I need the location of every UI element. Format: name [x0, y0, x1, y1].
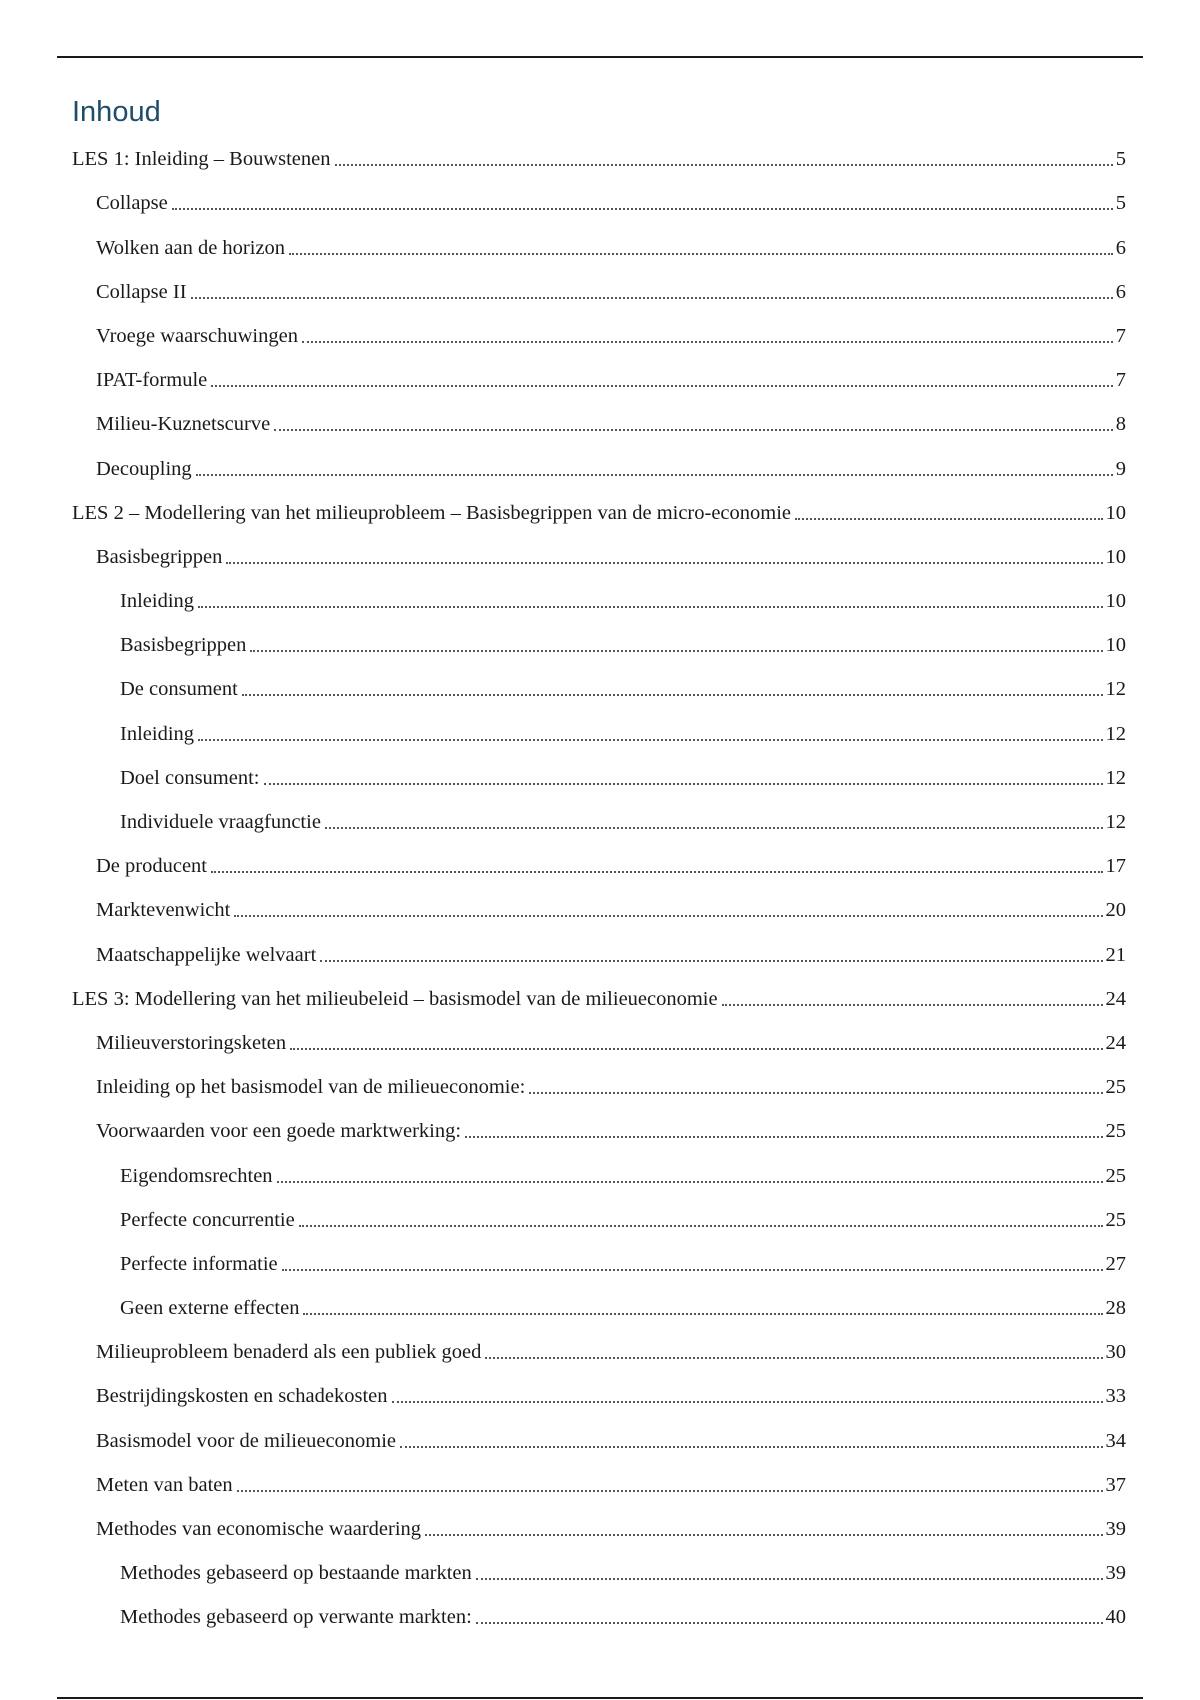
toc-entry-label: Inleiding: [120, 722, 195, 745]
dot-leader: [277, 1181, 1103, 1183]
toc-entry-label: Perfecte concurrentie: [120, 1208, 295, 1231]
toc-entry-label: Basisbegrippen: [96, 545, 223, 568]
toc-entry-page-number: 21: [1105, 943, 1126, 966]
toc-entry-page-number: 5: [1115, 148, 1126, 171]
toc-entry-level-2[interactable]: [0, 533, 1200, 577]
toc-title: Inhoud: [72, 96, 161, 128]
toc-entry-label: Voorwaarden voor een goede marktwerking:: [96, 1120, 462, 1143]
toc-entry-label: Basisbegrippen: [120, 634, 247, 657]
dot-leader: [795, 518, 1102, 520]
toc-entry-label: Perfecte informatie: [120, 1252, 278, 1275]
toc-entry-page-number: 40: [1105, 1606, 1126, 1629]
toc-entry-label: Inleiding op het basismodel van de milieueconomie:: [96, 1076, 526, 1099]
toc-entry-label: Wolken aan de horizon: [96, 236, 286, 259]
toc-entry-label: Decoupling: [96, 457, 192, 480]
toc-entry-level-3[interactable]: [0, 1549, 1200, 1593]
toc-entry-level-1[interactable]: [0, 489, 1200, 533]
toc-entry-level-2[interactable]: [0, 1328, 1200, 1372]
toc-entry-level-2[interactable]: [0, 1505, 1200, 1549]
toc-entry-page-number: 6: [1115, 236, 1126, 259]
dot-leader: [290, 1048, 1102, 1050]
dot-leader: [400, 1446, 1102, 1448]
dot-leader: [274, 429, 1113, 431]
toc-entry-page-number: 25: [1105, 1120, 1126, 1143]
dot-leader: [198, 739, 1102, 741]
toc-entry-page-number: 34: [1105, 1429, 1126, 1452]
dot-leader: [198, 606, 1102, 608]
dot-leader: [211, 385, 1113, 387]
toc-entry-level-3[interactable]: [0, 798, 1200, 842]
toc-entry-level-2[interactable]: [0, 930, 1200, 974]
toc-entry-page-number: 10: [1105, 634, 1126, 657]
toc-entry-page-number: 33: [1105, 1385, 1126, 1408]
dot-leader: [485, 1357, 1102, 1359]
toc-entry-label: Milieuverstoringsketen: [96, 1031, 287, 1054]
dot-leader: [172, 208, 1113, 210]
dot-leader: [476, 1578, 1103, 1580]
dot-leader: [226, 562, 1102, 564]
toc-entry-label: Milieu-Kuznetscurve: [96, 413, 271, 436]
toc-entry-page-number: 25: [1105, 1208, 1126, 1231]
dot-leader: [211, 871, 1103, 873]
toc-entry-level-2[interactable]: [0, 842, 1200, 886]
toc-entry-level-3[interactable]: [0, 621, 1200, 665]
dot-leader: [722, 1004, 1103, 1006]
toc-entry-label: Collapse: [96, 192, 168, 215]
dot-leader: [237, 1490, 1103, 1492]
toc-entry-label: Methodes gebaseerd op verwante markten:: [120, 1606, 472, 1629]
dot-leader: [425, 1534, 1102, 1536]
toc-entry-label: Milieuprobleem benaderd als een publiek goed: [96, 1341, 482, 1364]
toc-entry-page-number: 24: [1105, 987, 1126, 1010]
dot-leader: [335, 164, 1113, 166]
toc-entry-label: Maatschappelijke welvaart: [96, 943, 317, 966]
dot-leader: [476, 1622, 1103, 1624]
toc-entry-label: Methodes van economische waardering: [96, 1518, 422, 1540]
dot-leader: [234, 915, 1102, 917]
dot-leader: [465, 1136, 1102, 1138]
toc-entry-page-number: 24: [1105, 1031, 1126, 1054]
toc-entry-label: Bestrijdingskosten en schadekosten: [96, 1385, 388, 1408]
toc-entry-label: Vroege waarschuwingen: [96, 324, 298, 347]
toc-entry-level-2[interactable]: [0, 400, 1200, 444]
toc-entry-label: IPAT-formule: [96, 369, 208, 392]
toc-entry-page-number: 20: [1105, 899, 1126, 922]
toc-entry-page-number: 5: [1115, 192, 1126, 215]
toc-entry-page-number: 9: [1115, 457, 1126, 480]
toc-entry-label: Marktevenwicht: [96, 899, 231, 922]
toc-entry-level-3[interactable]: [0, 1151, 1200, 1195]
toc-entry-level-2[interactable]: [0, 312, 1200, 356]
toc-entry-label: Collapse II: [96, 280, 187, 303]
toc-entry-level-3[interactable]: [0, 1284, 1200, 1328]
toc-entry-level-2[interactable]: [0, 223, 1200, 267]
toc-entry-page-number: 30: [1105, 1341, 1126, 1364]
toc-entry-label: Inleiding: [120, 590, 195, 613]
dot-leader: [264, 783, 1103, 785]
toc-entry-label: LES 2 – Modellering van het milieuprobleem – Basisbegrippen van de micro-economie: [72, 501, 792, 524]
toc-entry-level-2[interactable]: [0, 1107, 1200, 1151]
dot-leader: [320, 960, 1102, 962]
toc-entry-page-number: 10: [1105, 590, 1126, 613]
toc-entry-label: LES 3: Modellering van het milieubeleid – basismodel van de milieueconomie: [72, 987, 718, 1010]
toc-entry-level-3[interactable]: [0, 754, 1200, 798]
toc-entry-level-2[interactable]: [0, 179, 1200, 223]
toc-entry-page-number: 39: [1105, 1518, 1126, 1540]
toc-entry-page-number: 25: [1105, 1164, 1126, 1187]
dot-leader: [196, 474, 1113, 476]
toc-entry-page-number: 7: [1115, 324, 1126, 347]
toc-entry-level-3[interactable]: [0, 665, 1200, 709]
toc-entry-page-number: 17: [1105, 855, 1126, 878]
toc-entry-level-2[interactable]: [0, 356, 1200, 400]
toc-entry-page-number: 25: [1105, 1076, 1126, 1099]
toc-entry-level-2[interactable]: [0, 1416, 1200, 1460]
toc-entry-page-number: 12: [1105, 766, 1126, 789]
dot-leader: [303, 1313, 1102, 1315]
footer-rule: [57, 1697, 1143, 1699]
toc-entry-page-number: 8: [1115, 413, 1126, 436]
toc-entry-level-1[interactable]: [0, 135, 1200, 179]
toc-entry-level-2[interactable]: [0, 1019, 1200, 1063]
toc-entry-label: Individuele vraagfunctie: [120, 811, 321, 833]
toc-entry-label: Methodes gebaseerd op bestaande markten: [120, 1562, 472, 1585]
toc-entry-label: Basismodel voor de milieueconomie: [96, 1429, 397, 1452]
toc-entry-level-3[interactable]: [0, 1593, 1200, 1637]
toc-entry-level-2[interactable]: [0, 444, 1200, 488]
toc-entry-label: Meten van baten: [96, 1473, 233, 1496]
toc-entry-label: Doel consument:: [120, 766, 260, 789]
dot-leader: [282, 1269, 1103, 1271]
dot-leader: [302, 341, 1113, 343]
dot-leader: [250, 650, 1102, 652]
dot-leader: [191, 297, 1113, 299]
toc-entry-level-1[interactable]: [0, 975, 1200, 1019]
toc-entry-page-number: 37: [1105, 1473, 1126, 1496]
toc-entry-page-number: 28: [1105, 1297, 1126, 1320]
toc-entry-level-3[interactable]: [0, 1240, 1200, 1284]
header-rule: [57, 56, 1143, 58]
toc-entry-level-3[interactable]: [0, 709, 1200, 753]
dot-leader: [325, 827, 1103, 829]
toc-entry-page-number: 10: [1105, 501, 1126, 524]
dot-leader: [529, 1092, 1102, 1094]
toc-entry-level-2[interactable]: [0, 1063, 1200, 1107]
toc-entry-label: LES 1: Inleiding – Bouwstenen: [72, 148, 331, 171]
dot-leader: [289, 253, 1113, 255]
toc-entry-label: De consument: [120, 678, 238, 701]
dot-leader: [299, 1225, 1103, 1227]
toc-entry-label: Geen externe effecten: [120, 1297, 300, 1320]
dot-leader: [392, 1401, 1103, 1403]
toc-entry-level-2[interactable]: [0, 886, 1200, 930]
toc-entry-label: Eigendomsrechten: [120, 1164, 273, 1187]
toc-entry-level-2[interactable]: [0, 1461, 1200, 1505]
dot-leader: [242, 694, 1103, 696]
toc-entry-label: De producent: [96, 855, 207, 878]
toc-entry-level-2[interactable]: [0, 1372, 1200, 1416]
toc-entry-level-3[interactable]: [0, 1196, 1200, 1240]
toc-entry-page-number: 39: [1105, 1562, 1126, 1585]
toc-entry-page-number: 7: [1115, 369, 1126, 392]
toc-entry-page-number: 10: [1105, 545, 1126, 568]
toc-entry-page-number: 12: [1105, 722, 1126, 745]
toc-entry-level-2[interactable]: [0, 268, 1200, 312]
toc-entry-page-number: 12: [1105, 678, 1126, 701]
toc-entry-level-3[interactable]: [0, 577, 1200, 621]
toc-entry-page-number: 27: [1105, 1252, 1126, 1275]
toc-entry-page-number: 12: [1105, 811, 1126, 833]
toc-entry-page-number: 6: [1115, 280, 1126, 303]
toc-list: [0, 135, 1200, 1637]
